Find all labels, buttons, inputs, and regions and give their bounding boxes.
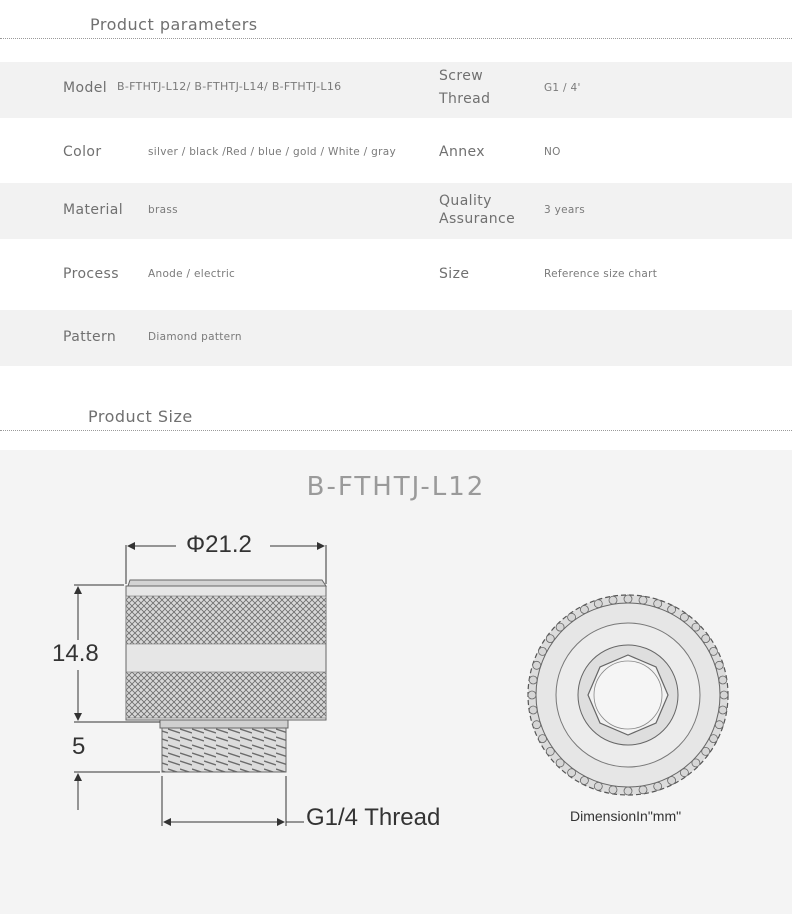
- thread-label: G1/4 Thread: [306, 804, 441, 831]
- knurl-tooth: [720, 691, 728, 699]
- knurl-tooth: [624, 787, 632, 795]
- process-label: Process: [63, 266, 119, 282]
- color-label: Color: [63, 144, 102, 160]
- height-label: 14.8: [52, 640, 99, 667]
- quality-label-1: Quality: [439, 193, 492, 209]
- screw-thread-value: G1 / 4': [544, 82, 581, 94]
- size-title: Product Size: [88, 407, 193, 426]
- model-value: B-FTHTJ-L12/ B-FTHTJ-L14/ B-FTHTJ-L16: [117, 80, 342, 93]
- pattern-value: Diamond pattern: [148, 331, 242, 343]
- quality-value: 3 years: [544, 204, 586, 216]
- quality-label-2: Assurance: [439, 211, 516, 227]
- knurl-tooth: [609, 596, 617, 604]
- knurl-tooth: [624, 595, 632, 603]
- knurl-tooth: [719, 706, 727, 714]
- annex-value: NO: [544, 146, 561, 158]
- model-label: Model: [63, 80, 108, 96]
- knurl-tooth: [529, 706, 537, 714]
- pattern-label: Pattern: [63, 329, 117, 345]
- color-value: silver / black /Red / blue / gold / White / gray: [148, 146, 396, 158]
- material-value: brass: [148, 204, 178, 216]
- screw-thread-label-2: Thread: [439, 91, 491, 107]
- side-view: [126, 580, 326, 772]
- knurl-tooth: [528, 691, 536, 699]
- knurl-tooth: [609, 786, 617, 794]
- knurl-tooth: [639, 596, 647, 604]
- material-label: Material: [63, 202, 124, 218]
- knurl-tooth: [529, 676, 537, 684]
- knurl-tooth: [719, 676, 727, 684]
- top-view: [528, 595, 728, 795]
- thread-length-label: 5: [72, 733, 86, 760]
- size-value: Reference size chart: [544, 268, 658, 280]
- knurl-tooth: [639, 786, 647, 794]
- drawing-model-title: B-FTHTJ-L12: [306, 472, 486, 502]
- process-value: Anode / electric: [148, 268, 236, 280]
- annex-label: Annex: [439, 144, 485, 160]
- diameter-label: Φ21.2: [186, 531, 252, 558]
- dimension-note: DimensionIn"mm": [570, 808, 682, 824]
- size-label: Size: [439, 266, 470, 282]
- screw-thread-label-1: Screw: [439, 68, 484, 84]
- parameters-title: Product parameters: [90, 15, 258, 34]
